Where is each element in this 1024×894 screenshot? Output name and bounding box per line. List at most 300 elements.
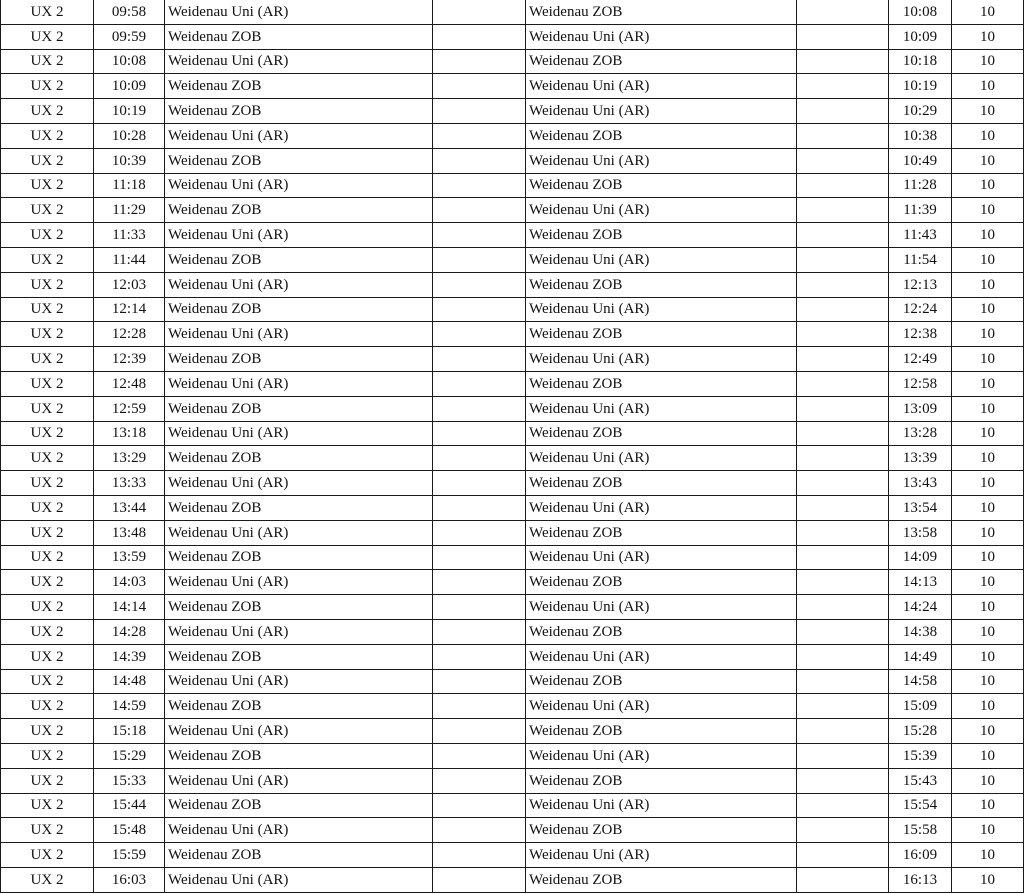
- via-cell: [433, 123, 526, 148]
- table-row: [1, 198, 1024, 223]
- origin-stop-cell: Weidenau Uni (AR): [165, 818, 433, 843]
- line-cell: UX 2: [1, 495, 94, 520]
- note-cell: [797, 545, 889, 570]
- via-cell: [433, 173, 526, 198]
- origin-stop-cell: Weidenau ZOB: [165, 644, 433, 669]
- origin-stop-cell: Weidenau ZOB: [165, 843, 433, 868]
- arrival-time-cell: 10:29: [889, 99, 952, 124]
- destination-stop-cell: Weidenau Uni (AR): [526, 396, 797, 421]
- line-cell: UX 2: [1, 719, 94, 744]
- line-cell: UX 2: [1, 446, 94, 471]
- departure-time-cell: 14:03: [94, 570, 165, 595]
- departure-time-cell: 16:03: [94, 867, 165, 892]
- arrival-time-cell: 13:39: [889, 446, 952, 471]
- via-cell: [433, 49, 526, 74]
- table-row: [1, 371, 1024, 396]
- arrival-time-cell: 15:58: [889, 818, 952, 843]
- origin-stop-cell: Weidenau ZOB: [165, 198, 433, 223]
- line-cell: UX 2: [1, 396, 94, 421]
- origin-stop-cell: Weidenau Uni (AR): [165, 123, 433, 148]
- departure-time-cell: 14:14: [94, 595, 165, 620]
- line-cell: UX 2: [1, 198, 94, 223]
- departure-time-cell: 13:33: [94, 471, 165, 496]
- duration-cell: 10: [952, 322, 1024, 347]
- note-cell: [797, 495, 889, 520]
- line-cell: UX 2: [1, 371, 94, 396]
- table-row: [1, 867, 1024, 892]
- note-cell: [797, 322, 889, 347]
- note-cell: [797, 297, 889, 322]
- note-cell: [797, 669, 889, 694]
- note-cell: [797, 198, 889, 223]
- via-cell: [433, 471, 526, 496]
- table-row: [1, 495, 1024, 520]
- arrival-time-cell: 10:38: [889, 123, 952, 148]
- note-cell: [797, 74, 889, 99]
- duration-cell: 10: [952, 768, 1024, 793]
- via-cell: [433, 545, 526, 570]
- destination-stop-cell: Weidenau ZOB: [526, 123, 797, 148]
- departure-time-cell: 10:09: [94, 74, 165, 99]
- table-row: [1, 545, 1024, 570]
- destination-stop-cell: Weidenau ZOB: [526, 223, 797, 248]
- note-cell: [797, 421, 889, 446]
- note-cell: [797, 818, 889, 843]
- note-cell: [797, 272, 889, 297]
- line-cell: UX 2: [1, 818, 94, 843]
- via-cell: [433, 694, 526, 719]
- note-cell: [797, 471, 889, 496]
- duration-cell: 10: [952, 545, 1024, 570]
- via-cell: [433, 743, 526, 768]
- line-cell: UX 2: [1, 694, 94, 719]
- line-cell: UX 2: [1, 545, 94, 570]
- line-cell: UX 2: [1, 347, 94, 372]
- departure-time-cell: 10:39: [94, 148, 165, 173]
- origin-stop-cell: Weidenau ZOB: [165, 148, 433, 173]
- origin-stop-cell: Weidenau Uni (AR): [165, 719, 433, 744]
- via-cell: [433, 247, 526, 272]
- origin-stop-cell: Weidenau Uni (AR): [165, 322, 433, 347]
- duration-cell: 10: [952, 719, 1024, 744]
- note-cell: [797, 49, 889, 74]
- departure-time-cell: 14:39: [94, 644, 165, 669]
- departure-time-cell: 15:29: [94, 743, 165, 768]
- via-cell: [433, 223, 526, 248]
- origin-stop-cell: Weidenau ZOB: [165, 24, 433, 49]
- destination-stop-cell: Weidenau ZOB: [526, 421, 797, 446]
- departure-time-cell: 14:59: [94, 694, 165, 719]
- table-row: [1, 619, 1024, 644]
- duration-cell: 10: [952, 123, 1024, 148]
- arrival-time-cell: 14:24: [889, 595, 952, 620]
- via-cell: [433, 24, 526, 49]
- destination-stop-cell: Weidenau ZOB: [526, 322, 797, 347]
- duration-cell: 10: [952, 520, 1024, 545]
- origin-stop-cell: Weidenau ZOB: [165, 595, 433, 620]
- arrival-time-cell: 12:24: [889, 297, 952, 322]
- origin-stop-cell: Weidenau Uni (AR): [165, 471, 433, 496]
- table-row: [1, 0, 1024, 24]
- note-cell: [797, 570, 889, 595]
- line-cell: UX 2: [1, 173, 94, 198]
- departure-time-cell: 11:29: [94, 198, 165, 223]
- duration-cell: 10: [952, 396, 1024, 421]
- arrival-time-cell: 10:18: [889, 49, 952, 74]
- origin-stop-cell: Weidenau Uni (AR): [165, 371, 433, 396]
- line-cell: UX 2: [1, 247, 94, 272]
- origin-stop-cell: Weidenau Uni (AR): [165, 570, 433, 595]
- arrival-time-cell: 13:28: [889, 421, 952, 446]
- departure-time-cell: 13:18: [94, 421, 165, 446]
- note-cell: [797, 24, 889, 49]
- departure-time-cell: 12:03: [94, 272, 165, 297]
- line-cell: UX 2: [1, 297, 94, 322]
- line-cell: UX 2: [1, 322, 94, 347]
- departure-time-cell: 15:18: [94, 719, 165, 744]
- origin-stop-cell: Weidenau ZOB: [165, 297, 433, 322]
- duration-cell: 10: [952, 24, 1024, 49]
- table-row: [1, 793, 1024, 818]
- duration-cell: 10: [952, 793, 1024, 818]
- arrival-time-cell: 12:58: [889, 371, 952, 396]
- table-row: [1, 669, 1024, 694]
- via-cell: [433, 421, 526, 446]
- duration-cell: 10: [952, 818, 1024, 843]
- via-cell: [433, 74, 526, 99]
- note-cell: [797, 396, 889, 421]
- via-cell: [433, 396, 526, 421]
- origin-stop-cell: Weidenau ZOB: [165, 446, 433, 471]
- note-cell: [797, 644, 889, 669]
- duration-cell: 10: [952, 421, 1024, 446]
- table-row: [1, 173, 1024, 198]
- arrival-time-cell: 13:54: [889, 495, 952, 520]
- timetable-body: [1, 0, 1024, 892]
- destination-stop-cell: Weidenau Uni (AR): [526, 793, 797, 818]
- note-cell: [797, 446, 889, 471]
- arrival-time-cell: 14:58: [889, 669, 952, 694]
- line-cell: UX 2: [1, 644, 94, 669]
- arrival-time-cell: 14:38: [889, 619, 952, 644]
- origin-stop-cell: Weidenau Uni (AR): [165, 272, 433, 297]
- destination-stop-cell: Weidenau Uni (AR): [526, 545, 797, 570]
- table-row: [1, 719, 1024, 744]
- table-row: [1, 99, 1024, 124]
- arrival-time-cell: 11:39: [889, 198, 952, 223]
- arrival-time-cell: 10:49: [889, 148, 952, 173]
- via-cell: [433, 347, 526, 372]
- departure-time-cell: 10:28: [94, 123, 165, 148]
- table-row: [1, 694, 1024, 719]
- table-row: [1, 24, 1024, 49]
- origin-stop-cell: Weidenau ZOB: [165, 396, 433, 421]
- duration-cell: 10: [952, 669, 1024, 694]
- departure-time-cell: 12:48: [94, 371, 165, 396]
- via-cell: [433, 867, 526, 892]
- destination-stop-cell: Weidenau Uni (AR): [526, 694, 797, 719]
- departure-time-cell: 10:19: [94, 99, 165, 124]
- origin-stop-cell: Weidenau ZOB: [165, 545, 433, 570]
- destination-stop-cell: Weidenau Uni (AR): [526, 495, 797, 520]
- duration-cell: 10: [952, 471, 1024, 496]
- origin-stop-cell: Weidenau ZOB: [165, 347, 433, 372]
- via-cell: [433, 297, 526, 322]
- arrival-time-cell: 14:49: [889, 644, 952, 669]
- duration-cell: 10: [952, 272, 1024, 297]
- destination-stop-cell: Weidenau ZOB: [526, 272, 797, 297]
- via-cell: [433, 272, 526, 297]
- note-cell: [797, 123, 889, 148]
- via-cell: [433, 818, 526, 843]
- note-cell: [797, 743, 889, 768]
- via-cell: [433, 595, 526, 620]
- departure-time-cell: 11:18: [94, 173, 165, 198]
- note-cell: [797, 595, 889, 620]
- line-cell: UX 2: [1, 867, 94, 892]
- arrival-time-cell: 10:09: [889, 24, 952, 49]
- arrival-time-cell: 13:43: [889, 471, 952, 496]
- origin-stop-cell: Weidenau Uni (AR): [165, 421, 433, 446]
- origin-stop-cell: Weidenau Uni (AR): [165, 520, 433, 545]
- arrival-time-cell: 14:09: [889, 545, 952, 570]
- via-cell: [433, 371, 526, 396]
- note-cell: [797, 99, 889, 124]
- note-cell: [797, 223, 889, 248]
- duration-cell: 10: [952, 694, 1024, 719]
- table-row: [1, 446, 1024, 471]
- via-cell: [433, 793, 526, 818]
- departure-time-cell: 15:48: [94, 818, 165, 843]
- duration-cell: 10: [952, 297, 1024, 322]
- arrival-time-cell: 12:13: [889, 272, 952, 297]
- destination-stop-cell: Weidenau Uni (AR): [526, 247, 797, 272]
- destination-stop-cell: Weidenau Uni (AR): [526, 74, 797, 99]
- duration-cell: 10: [952, 198, 1024, 223]
- arrival-time-cell: 13:09: [889, 396, 952, 421]
- departure-time-cell: 11:44: [94, 247, 165, 272]
- duration-cell: 10: [952, 495, 1024, 520]
- origin-stop-cell: Weidenau ZOB: [165, 247, 433, 272]
- arrival-time-cell: 11:54: [889, 247, 952, 272]
- note-cell: [797, 347, 889, 372]
- origin-stop-cell: Weidenau Uni (AR): [165, 768, 433, 793]
- note-cell: [797, 520, 889, 545]
- table-row: [1, 347, 1024, 372]
- via-cell: [433, 0, 526, 24]
- table-row: [1, 818, 1024, 843]
- note-cell: [797, 719, 889, 744]
- departure-time-cell: 12:59: [94, 396, 165, 421]
- note-cell: [797, 768, 889, 793]
- line-cell: UX 2: [1, 421, 94, 446]
- duration-cell: 10: [952, 347, 1024, 372]
- duration-cell: 10: [952, 867, 1024, 892]
- table-row: [1, 297, 1024, 322]
- departure-time-cell: 11:33: [94, 223, 165, 248]
- destination-stop-cell: Weidenau ZOB: [526, 570, 797, 595]
- via-cell: [433, 619, 526, 644]
- via-cell: [433, 768, 526, 793]
- origin-stop-cell: Weidenau Uni (AR): [165, 49, 433, 74]
- line-cell: UX 2: [1, 148, 94, 173]
- origin-stop-cell: Weidenau ZOB: [165, 495, 433, 520]
- duration-cell: 10: [952, 173, 1024, 198]
- table-row: [1, 595, 1024, 620]
- departure-time-cell: 13:44: [94, 495, 165, 520]
- arrival-time-cell: 15:43: [889, 768, 952, 793]
- departure-time-cell: 10:08: [94, 49, 165, 74]
- destination-stop-cell: Weidenau Uni (AR): [526, 843, 797, 868]
- destination-stop-cell: Weidenau Uni (AR): [526, 595, 797, 620]
- destination-stop-cell: Weidenau ZOB: [526, 719, 797, 744]
- destination-stop-cell: Weidenau ZOB: [526, 471, 797, 496]
- via-cell: [433, 570, 526, 595]
- origin-stop-cell: Weidenau Uni (AR): [165, 867, 433, 892]
- arrival-time-cell: 16:09: [889, 843, 952, 868]
- line-cell: UX 2: [1, 24, 94, 49]
- arrival-time-cell: 15:54: [889, 793, 952, 818]
- departure-time-cell: 12:39: [94, 347, 165, 372]
- duration-cell: 10: [952, 843, 1024, 868]
- origin-stop-cell: Weidenau Uni (AR): [165, 669, 433, 694]
- arrival-time-cell: 11:43: [889, 223, 952, 248]
- via-cell: [433, 198, 526, 223]
- line-cell: UX 2: [1, 99, 94, 124]
- destination-stop-cell: Weidenau Uni (AR): [526, 24, 797, 49]
- destination-stop-cell: Weidenau Uni (AR): [526, 148, 797, 173]
- destination-stop-cell: Weidenau ZOB: [526, 768, 797, 793]
- table-row: [1, 520, 1024, 545]
- arrival-time-cell: 14:13: [889, 570, 952, 595]
- table-row: [1, 396, 1024, 421]
- note-cell: [797, 247, 889, 272]
- arrival-time-cell: 11:28: [889, 173, 952, 198]
- table-row: [1, 421, 1024, 446]
- arrival-time-cell: 12:38: [889, 322, 952, 347]
- table-row: [1, 768, 1024, 793]
- origin-stop-cell: Weidenau ZOB: [165, 743, 433, 768]
- departure-time-cell: 13:48: [94, 520, 165, 545]
- table-row: [1, 247, 1024, 272]
- duration-cell: 10: [952, 223, 1024, 248]
- line-cell: UX 2: [1, 743, 94, 768]
- via-cell: [433, 495, 526, 520]
- via-cell: [433, 669, 526, 694]
- note-cell: [797, 867, 889, 892]
- line-cell: UX 2: [1, 272, 94, 297]
- table-row: [1, 272, 1024, 297]
- arrival-time-cell: 10:08: [889, 0, 952, 24]
- duration-cell: 10: [952, 0, 1024, 24]
- table-row: [1, 223, 1024, 248]
- origin-stop-cell: Weidenau ZOB: [165, 99, 433, 124]
- table-row: [1, 123, 1024, 148]
- table-row: [1, 743, 1024, 768]
- origin-stop-cell: Weidenau Uni (AR): [165, 619, 433, 644]
- destination-stop-cell: Weidenau ZOB: [526, 0, 797, 24]
- line-cell: UX 2: [1, 0, 94, 24]
- arrival-time-cell: 15:28: [889, 719, 952, 744]
- arrival-time-cell: 10:19: [889, 74, 952, 99]
- note-cell: [797, 173, 889, 198]
- destination-stop-cell: Weidenau Uni (AR): [526, 446, 797, 471]
- duration-cell: 10: [952, 570, 1024, 595]
- duration-cell: 10: [952, 446, 1024, 471]
- departure-time-cell: 15:33: [94, 768, 165, 793]
- arrival-time-cell: 15:09: [889, 694, 952, 719]
- destination-stop-cell: Weidenau Uni (AR): [526, 297, 797, 322]
- line-cell: UX 2: [1, 49, 94, 74]
- line-cell: UX 2: [1, 843, 94, 868]
- via-cell: [433, 322, 526, 347]
- arrival-time-cell: 15:39: [889, 743, 952, 768]
- via-cell: [433, 843, 526, 868]
- departure-time-cell: 15:59: [94, 843, 165, 868]
- arrival-time-cell: 12:49: [889, 347, 952, 372]
- duration-cell: 10: [952, 148, 1024, 173]
- arrival-time-cell: 13:58: [889, 520, 952, 545]
- via-cell: [433, 520, 526, 545]
- line-cell: UX 2: [1, 619, 94, 644]
- duration-cell: 10: [952, 595, 1024, 620]
- departure-time-cell: 13:59: [94, 545, 165, 570]
- table-row: [1, 843, 1024, 868]
- line-cell: UX 2: [1, 669, 94, 694]
- duration-cell: 10: [952, 743, 1024, 768]
- line-cell: UX 2: [1, 793, 94, 818]
- note-cell: [797, 619, 889, 644]
- note-cell: [797, 793, 889, 818]
- line-cell: UX 2: [1, 223, 94, 248]
- table-row: [1, 570, 1024, 595]
- destination-stop-cell: Weidenau Uni (AR): [526, 198, 797, 223]
- note-cell: [797, 843, 889, 868]
- note-cell: [797, 694, 889, 719]
- origin-stop-cell: Weidenau Uni (AR): [165, 173, 433, 198]
- line-cell: UX 2: [1, 471, 94, 496]
- origin-stop-cell: Weidenau Uni (AR): [165, 223, 433, 248]
- departure-time-cell: 09:59: [94, 24, 165, 49]
- origin-stop-cell: Weidenau ZOB: [165, 74, 433, 99]
- destination-stop-cell: Weidenau Uni (AR): [526, 99, 797, 124]
- destination-stop-cell: Weidenau ZOB: [526, 520, 797, 545]
- duration-cell: 10: [952, 74, 1024, 99]
- destination-stop-cell: Weidenau ZOB: [526, 867, 797, 892]
- via-cell: [433, 99, 526, 124]
- duration-cell: 10: [952, 619, 1024, 644]
- via-cell: [433, 719, 526, 744]
- duration-cell: 10: [952, 49, 1024, 74]
- arrival-time-cell: 16:13: [889, 867, 952, 892]
- departure-time-cell: 15:44: [94, 793, 165, 818]
- destination-stop-cell: Weidenau Uni (AR): [526, 347, 797, 372]
- destination-stop-cell: Weidenau ZOB: [526, 371, 797, 396]
- duration-cell: 10: [952, 644, 1024, 669]
- table-row: [1, 471, 1024, 496]
- line-cell: UX 2: [1, 520, 94, 545]
- destination-stop-cell: Weidenau ZOB: [526, 49, 797, 74]
- line-cell: UX 2: [1, 74, 94, 99]
- destination-stop-cell: Weidenau ZOB: [526, 619, 797, 644]
- line-cell: UX 2: [1, 123, 94, 148]
- via-cell: [433, 446, 526, 471]
- table-row: [1, 74, 1024, 99]
- via-cell: [433, 644, 526, 669]
- via-cell: [433, 148, 526, 173]
- destination-stop-cell: Weidenau ZOB: [526, 173, 797, 198]
- origin-stop-cell: Weidenau Uni (AR): [165, 0, 433, 24]
